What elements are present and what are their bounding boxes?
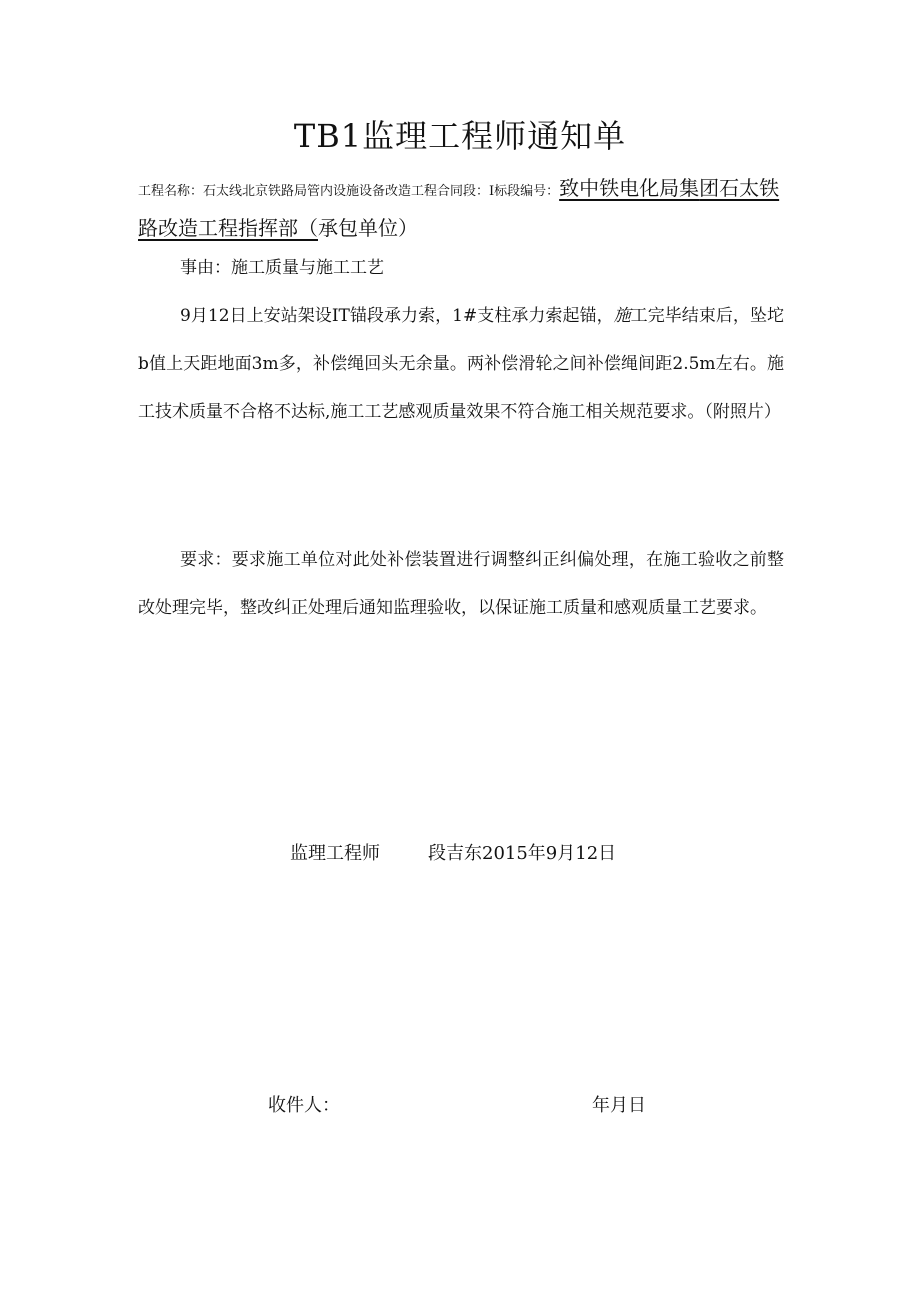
- receiver-label: 收件人：: [268, 1095, 340, 1116]
- signature-line: [290, 834, 616, 874]
- description-italic-char: 施: [613, 306, 631, 326]
- contractor-role-label: 承包单位）: [318, 216, 418, 240]
- description-text-part2: 工完毕结束后，坠坨b值上天距地面3m多，补偿绳回头无余量。两补偿滑轮之间补偿绳间距2.5m左右。施工技术质量不合格不达标,施工工艺感观质量效果不符合施工相关规范要求。（附照片）: [138, 306, 785, 422]
- addressee-text-continued: 团石太铁路改造工程指挥部（: [138, 176, 780, 240]
- signature-role: 监理工程师: [290, 843, 380, 864]
- addressee-text: 致中铁电化局集: [559, 176, 700, 200]
- project-name-text: 工程名称：石太线北京铁路局管内设施设备改造工程合同段：Ⅰ标段编号：: [138, 184, 560, 199]
- description-text-part1: 9月12日上安站架设IT锚段承力索，1#支柱承力索起锚，: [180, 306, 614, 326]
- reason-line: 事由：施工质量与施工工艺: [180, 258, 384, 278]
- description-paragraph: [138, 292, 784, 436]
- project-info: [138, 170, 788, 246]
- requirement-paragraph: 要求：要求施工单位对此处补偿装置进行调整纠正纠偏处理，在施工验收之前整改处理完毕，整改纠正处理后通知监理验收，以保证施工质量和感观质量工艺要求。: [138, 550, 784, 618]
- receipt-line: [268, 1086, 688, 1126]
- receipt-date-label: 年月日: [592, 1095, 646, 1116]
- signature-name-date: 段吉东2015年9月12日: [428, 843, 617, 864]
- document-title: TB1监理工程师通知单: [293, 117, 627, 155]
